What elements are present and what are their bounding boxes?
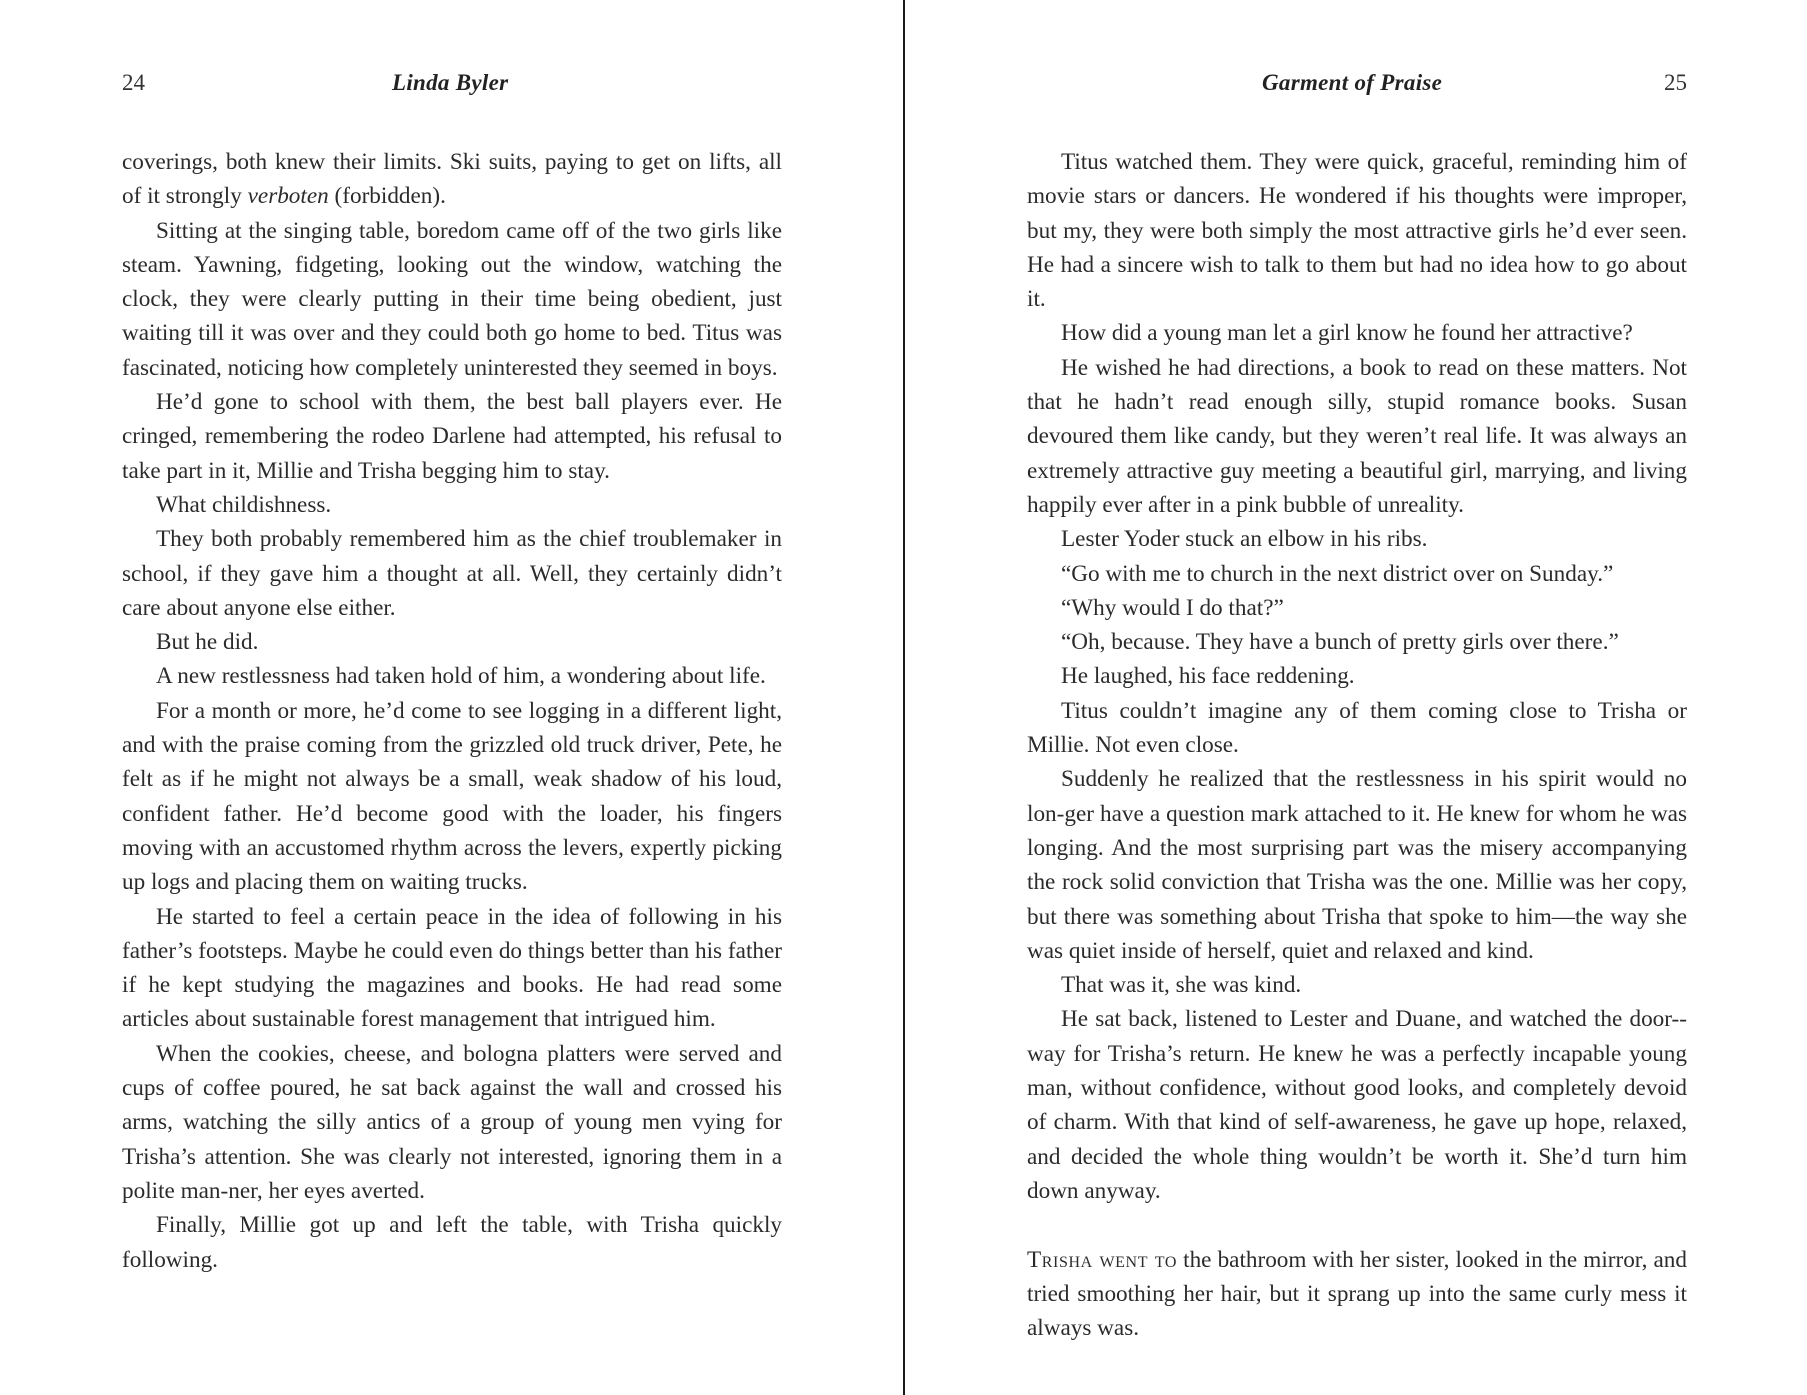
author-running-head: Linda Byler bbox=[392, 70, 509, 95]
left-page-body bbox=[122, 145, 782, 1277]
paragraph: “Go with me to church in the next district over on Sunday.” bbox=[1061, 560, 1614, 587]
paragraph-text: the bathroom with her sister, looked in the mirror, and tried smoothing her hair, but it sprang up into the same curly mess it always was. bbox=[1027, 1246, 1687, 1342]
paragraph: Titus watched them. They were quick, graceful, reminding him of movie stars or dancers. He wondered if his thoughts were improper, but my, they were both simply the most attractive girls he’d ever seen. He had a sincere wish to talk to them but had no idea how to go about it. bbox=[1027, 149, 1687, 313]
paragraph: But he did. bbox=[156, 629, 259, 656]
paragraph: Sitting at the singing table, boredom came off of the two girls like steam. Yawning, fidgeting, looking out the window, watching the clock, they were clearly putting in their time being obedient, just waiting till it was over and they could both go home to bed. Titus was fascinated, noticing how completely uninterested they seemed in boys. bbox=[122, 217, 782, 381]
paragraph: He’d gone to school with them, the best ball players ever. He cringed, remembering the rodeo Darlene had attempted, his refusal to take part in it, Millie and Trisha begging him to stay. bbox=[122, 389, 782, 484]
paragraph: They both probably remembered him as the chief troublemaker in school, if they gave him a thought at all. Well, they certainly didn’t care about anyone else either. bbox=[122, 526, 782, 621]
paragraph: “Why would I do that?” bbox=[1061, 594, 1284, 621]
paragraph: He laughed, his face reddening. bbox=[1061, 663, 1355, 690]
paragraph: That was it, she was kind. bbox=[1061, 972, 1302, 999]
paragraph bbox=[122, 145, 782, 214]
right-page-body bbox=[1027, 145, 1687, 1345]
paragraph: A new restlessness had taken hold of him, a wondering about life. bbox=[156, 663, 766, 690]
paragraph: Finally, Millie got up and left the table, with Trisha quickly following. bbox=[122, 1212, 782, 1273]
paragraph: What childishness. bbox=[156, 491, 332, 518]
paragraph: He wished he had directions, a book to read on these matters. Not that he hadn’t read enough silly, stupid romance books. Susan devoured them like candy, but they weren’t real life. It was always an extremely attractive guy meeting a beautiful girl, marrying, and living happily ever after in a pink bubble of unreality. bbox=[1027, 354, 1687, 518]
paragraph-text: coverings, both knew their limits. Ski suits, paying to get on lifts, all of it strongly bbox=[122, 149, 782, 210]
paragraph: “Oh, because. They have a bunch of pretty girls over there.” bbox=[1061, 629, 1619, 656]
paragraph: How did a young man let a girl know he found her attractive? bbox=[1061, 320, 1633, 347]
page-number-left: 24 bbox=[122, 70, 145, 95]
paragraph-text: (forbidden). bbox=[328, 183, 446, 210]
paragraph: Suddenly he realized that the restlessness in his spirit would no lon-ger have a question mark attached to it. He knew for whom he was longing. And the most surprising part was the misery accompanying the rock solid conviction that Trisha was the one. Millie was her copy, but there was something about Trisha that spoke to him—the way she was quiet inside of herself, quiet and relaxed and kind. bbox=[1027, 766, 1687, 964]
left-page bbox=[122, 0, 782, 1395]
paragraph: Lester Yoder stuck an elbow in his ribs. bbox=[1061, 526, 1428, 553]
paragraph: He sat back, listened to Lester and Duane, and watched the door-way for Trisha’s return. He knew he was a perfectly incapable young man, without confidence, without good looks, and completely devoid of charm. With that kind of self-awareness, he gave up hope, relaxed, and decided the whole thing wouldn’t be worth it. She’d turn him down anyway. bbox=[1027, 1006, 1687, 1204]
right-running-head bbox=[1027, 70, 1687, 102]
right-page bbox=[1027, 0, 1687, 1395]
page-gutter-divider bbox=[903, 0, 905, 1395]
left-running-head bbox=[122, 70, 782, 102]
paragraph: Titus couldn’t imagine any of them coming close to Trisha or Millie. Not even close. bbox=[1027, 697, 1687, 759]
page-number-right: 25 bbox=[1664, 70, 1687, 95]
small-caps-lead-in: Trisha went to bbox=[1027, 1246, 1178, 1273]
section-break-paragraph bbox=[1027, 1243, 1687, 1346]
italic-word: verboten bbox=[247, 183, 329, 210]
paragraph: He started to feel a certain peace in the idea of following in his father’s footsteps. Maybe he could even do things better than his father if he kept studying the magazines and books. He had read some articles about sustainable forest management that intrigued him. bbox=[122, 903, 782, 1033]
paragraph: When the cookies, cheese, and bologna platters were served and cups of coffee poured, he sat back against the wall and crossed his arms, watching the silly antics of a group of young men vying for Trisha’s attention. She was clearly not interested, ignoring them in a polite man-ner, her eyes averted. bbox=[122, 1040, 782, 1204]
book-title-running-head: Garment of Praise bbox=[1262, 70, 1443, 95]
paragraph: For a month or more, he’d come to see logging in a different light, and with the praise coming from the grizzled old truck driver, Pete, he felt as if he might not always be a small, weak shadow of his loud, confident father. He’d become good with the loader, his fingers moving with an accustomed rhythm across the levers, expertly picking up logs and placing them on waiting trucks. bbox=[122, 697, 782, 896]
